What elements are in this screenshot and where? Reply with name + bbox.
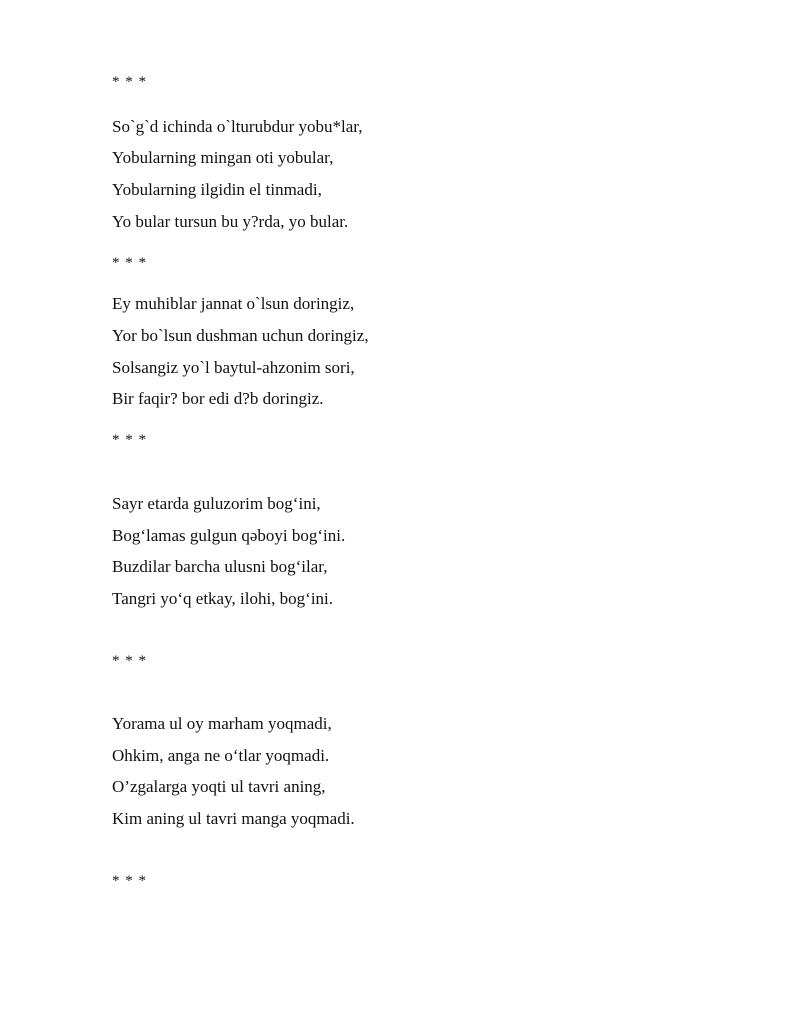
verse-line: Yorama ul oy marham yoqmadi, [112, 714, 332, 733]
verse-line: Ey muhiblar jannat o`lsun doringiz, [112, 294, 355, 313]
stanza-separator: * * * [112, 432, 147, 448]
verse-line: Yobularning ilgidin el tinmadi, [112, 180, 322, 199]
stanza-separator: * * * [112, 255, 147, 271]
stanza-separator: * * * [112, 653, 147, 669]
verse-line: Sayr etarda guluzorim bog‘ini, [112, 494, 321, 513]
verse-line: Buzdilar barcha ulusni bog‘ilar, [112, 557, 328, 576]
verse-line: So`g`d ichinda o`lturubdur yobu*lar, [112, 117, 363, 136]
verse-line: Tangri yo‘q etkay, ilohi, bog‘ini. [112, 589, 334, 608]
verse-line: Bog‘lamas gulgun qəboyi bog‘ini. [112, 526, 346, 545]
stanza-separator: * * * [112, 74, 147, 90]
verse-line: Solsangiz yo`l baytul-ahzonim sori, [112, 358, 355, 377]
verse-line: Yobularning mingan oti yobular, [112, 148, 334, 167]
verse-line: Ohkim, anga ne o‘tlar yoqmadi. [112, 746, 330, 765]
verse-line: Yor bo`lsun dushman uchun doringiz, [112, 326, 369, 345]
verse-line: Yo bular tursun bu y?rda, yo bular. [112, 212, 349, 231]
verse-line: Kim aning ul tavri manga yoqmadi. [112, 809, 355, 828]
verse-line: O’zgalarga yoqti ul tavri aning, [112, 777, 326, 796]
verse-line: Bir faqir? bor edi d?b doringiz. [112, 389, 324, 408]
stanza-separator: * * * [112, 873, 147, 889]
